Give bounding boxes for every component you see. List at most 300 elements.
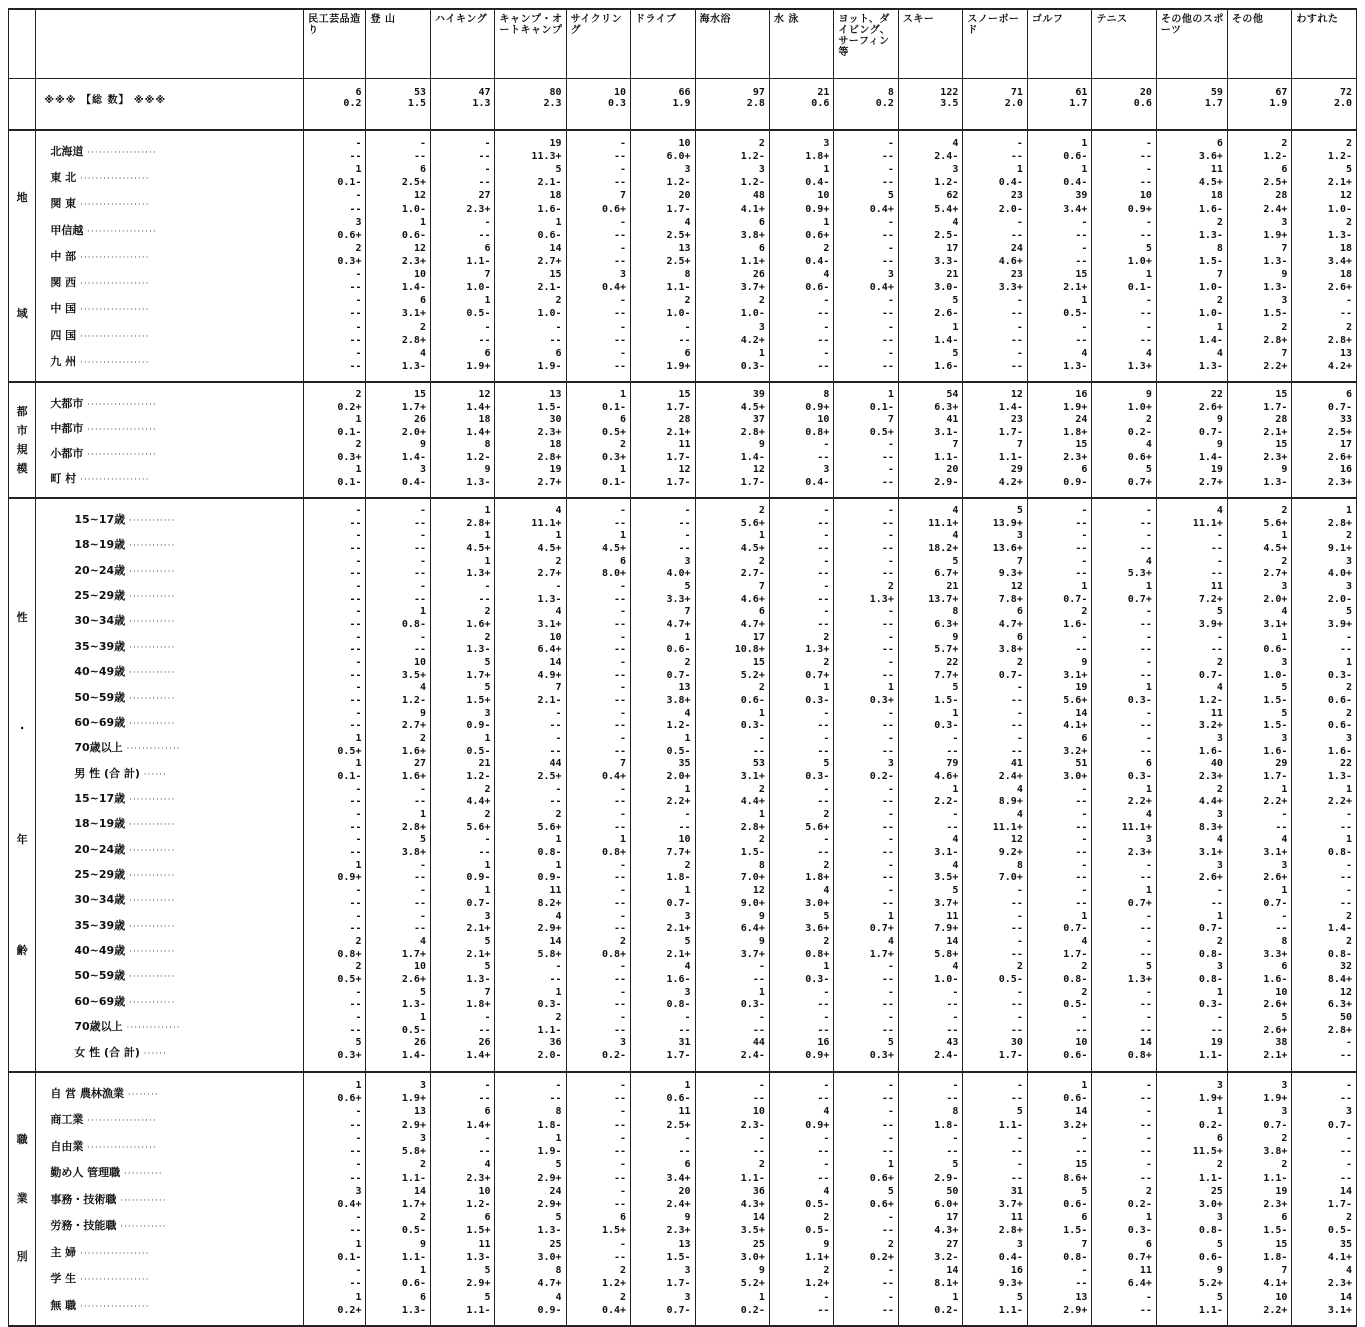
cell-percent: 0.5- <box>805 1198 830 1210</box>
cell-percent: 1.2+ <box>601 1278 627 1290</box>
cell-count: - <box>555 961 562 973</box>
cell-count: 9 <box>758 439 765 450</box>
cell-percent: 0.4+ <box>337 1198 362 1210</box>
cell-percent: -- <box>1075 1146 1088 1158</box>
cell-count: 30 <box>1010 1037 1023 1049</box>
total-percent: 0.2 <box>343 98 362 109</box>
cell-count: 1 <box>684 885 691 897</box>
cell-count: 5 <box>1281 1011 1288 1023</box>
cell-count: 6 <box>1016 631 1023 643</box>
cell-percent: 0.3- <box>1127 1225 1152 1237</box>
statistics-table-sheet <box>8 8 1357 1315</box>
row-label-text: 自 営 農林漁業 <box>50 1087 124 1100</box>
cell-percent: 0.7- <box>466 897 491 909</box>
cell-count: - <box>823 733 830 745</box>
cell-count: 2 <box>419 1159 426 1171</box>
cell-count: - <box>1016 138 1023 149</box>
cell-count: 2 <box>620 1291 627 1303</box>
cell-percent: -- <box>946 999 959 1011</box>
cell-percent: 3.0- <box>934 282 959 294</box>
cell-count: - <box>355 809 362 821</box>
cell-percent: 0.9- <box>537 872 562 884</box>
leader-dots: ·················· <box>76 1275 150 1286</box>
cell-count: - <box>684 530 691 542</box>
cell-percent: -- <box>881 897 894 909</box>
cell-count: 8 <box>555 1265 562 1277</box>
cell-count: 2 <box>1216 295 1223 307</box>
cell-count: - <box>887 834 894 846</box>
cell-count: 1 <box>758 1291 765 1303</box>
cell-count: 3 <box>1216 1212 1223 1224</box>
cell-percent: 6.7+ <box>934 568 959 580</box>
cell-count: 10 <box>817 414 830 425</box>
cell-count: - <box>1016 1011 1023 1023</box>
cell-count: 15 <box>413 389 426 400</box>
cell-count: - <box>1145 631 1152 643</box>
data-cell <box>769 382 834 498</box>
cell-percent: -- <box>349 360 362 372</box>
cell-percent: 1.1- <box>666 282 691 294</box>
cell-count: - <box>620 809 627 821</box>
cell-count: - <box>1016 1132 1023 1144</box>
cell-percent: 1.7- <box>1327 1198 1352 1210</box>
cell-count: 1 <box>1145 682 1152 694</box>
cell-percent: -- <box>478 1146 491 1158</box>
cell-percent: 2.1+ <box>666 948 691 960</box>
category-char: ・ <box>16 722 28 736</box>
cell-count: 5 <box>952 347 959 359</box>
cell-percent: 1.1- <box>1198 1049 1223 1061</box>
row-label <box>36 1134 303 1160</box>
cell-percent: 0.2- <box>934 1304 959 1316</box>
cell-count: 1 <box>419 1011 426 1023</box>
cell-percent: 0.2- <box>740 1304 765 1316</box>
cell-count: - <box>484 581 491 593</box>
cell-count: 1 <box>952 783 959 795</box>
cell-percent: 1.4- <box>401 282 426 294</box>
cell-percent: 0.9+ <box>805 203 830 215</box>
leader-dots: ············ <box>125 845 176 856</box>
data-cell <box>366 130 431 382</box>
cell-percent: 1.3- <box>466 644 491 656</box>
cell-percent: 4.1+ <box>1063 720 1088 732</box>
cell-percent: 1.6- <box>1198 203 1223 215</box>
cell-percent: -- <box>1139 177 1152 189</box>
cell-percent: 11.1+ <box>928 517 959 529</box>
category-char: 齢 <box>16 943 28 957</box>
cell-count: - <box>887 505 894 516</box>
cell-count: - <box>1016 986 1023 998</box>
cell-count: 51 <box>1075 758 1088 770</box>
cell-percent: 0.8- <box>666 999 691 1011</box>
leader-dots: ·················· <box>76 279 150 290</box>
cell-percent: 2.4+ <box>1263 203 1288 215</box>
cell-percent: 2.3+ <box>1263 1198 1288 1210</box>
row-label-text: 35~39歳 <box>74 639 126 653</box>
cell-percent: 13.9+ <box>992 517 1023 529</box>
cell-percent: -- <box>613 923 627 935</box>
cell-percent: -- <box>881 255 894 267</box>
cell-count: - <box>952 809 959 821</box>
cell-percent: -- <box>413 796 426 808</box>
cell-percent: 1.1+ <box>805 1251 830 1263</box>
cell-percent: 0.5+ <box>601 426 627 438</box>
cell-count: 5 <box>555 1159 562 1171</box>
cell-percent: -- <box>549 745 562 757</box>
cell-percent: 7.7+ <box>934 669 959 681</box>
cell-percent: 0.1- <box>337 771 362 783</box>
column-header: サイクリング <box>566 9 631 79</box>
cell-count: - <box>419 910 426 922</box>
cell-count: - <box>952 733 959 745</box>
leader-dots: ············ <box>125 566 176 577</box>
cell-count: - <box>887 986 894 998</box>
data-cell <box>566 1072 631 1326</box>
cell-count: 1 <box>355 464 362 475</box>
total-percent: 1.5 <box>407 98 426 109</box>
total-label: ※※※ 【総 数】 ※※※ <box>36 79 304 131</box>
cell-count: 5 <box>952 555 959 567</box>
cell-percent: -- <box>613 796 627 808</box>
cell-percent: -- <box>1010 999 1023 1011</box>
cell-percent: -- <box>881 476 894 488</box>
cell-count: 2 <box>758 1159 765 1171</box>
cell-percent: 1.5+ <box>466 1225 491 1237</box>
cell-count: 4 <box>823 1185 830 1197</box>
cell-percent: -- <box>413 151 426 163</box>
cell-percent: 2.9- <box>934 1172 959 1184</box>
row-label-text: 学 生 <box>50 1272 77 1286</box>
cell-percent: 1.8- <box>537 1119 562 1131</box>
cell-count: - <box>684 505 691 516</box>
cell-percent: 1.3+ <box>869 593 894 605</box>
cell-count: 39 <box>752 389 765 400</box>
cell-count: 10 <box>1275 986 1288 998</box>
cell-percent: -- <box>946 1146 959 1158</box>
cell-percent: -- <box>1075 334 1088 346</box>
category-char: 職 <box>16 1133 28 1147</box>
cell-percent: 0.8- <box>1327 948 1352 960</box>
leader-dots: ·················· <box>76 357 150 368</box>
cell-count: 3 <box>758 164 765 176</box>
cell-count: 3 <box>355 1185 362 1197</box>
row-label <box>36 1240 303 1266</box>
cell-percent: 1.0- <box>934 973 959 985</box>
cell-count: 1 <box>484 885 491 897</box>
cell-count: 26 <box>413 1037 426 1049</box>
cell-percent: -- <box>613 229 627 241</box>
cell-count: 3 <box>1345 555 1352 567</box>
cell-percent: 3.7+ <box>740 282 765 294</box>
cell-count: - <box>684 1132 691 1144</box>
total-cell <box>1092 79 1157 131</box>
row-label <box>36 735 303 760</box>
data-cell <box>1092 382 1157 498</box>
cell-percent: -- <box>817 451 830 463</box>
cell-percent: 5.6+ <box>466 821 491 833</box>
cell-count: 4 <box>1081 935 1088 947</box>
leader-dots: ············ <box>125 668 176 679</box>
cell-count: 5 <box>419 834 426 846</box>
cell-count: 1 <box>684 1080 691 1091</box>
cell-percent: -- <box>413 897 426 909</box>
cell-count: 3 <box>887 269 894 281</box>
row-label-text: 町 村 <box>50 472 77 485</box>
cell-percent: -- <box>1075 897 1088 909</box>
leader-dots: ·················· <box>76 305 150 316</box>
cell-count: 2 <box>823 1265 830 1277</box>
cell-percent: 7.0+ <box>998 872 1023 884</box>
cell-percent: 0.3- <box>1127 771 1152 783</box>
cell-percent: 3.6+ <box>805 923 830 935</box>
cell-count: - <box>887 1011 894 1023</box>
cell-count: 6 <box>1345 389 1352 400</box>
data-cell <box>963 130 1028 382</box>
cell-percent: 1.1- <box>998 451 1023 463</box>
cell-percent: 6.3+ <box>934 401 959 413</box>
cell-count: 19 <box>1275 1185 1288 1197</box>
cell-percent: 1.8- <box>1263 1251 1288 1263</box>
cell-percent: -- <box>1339 308 1352 320</box>
cell-count: 43 <box>946 1037 959 1049</box>
cell-count: - <box>620 783 627 795</box>
cell-percent: 0.1- <box>601 401 627 413</box>
cell-count: 29 <box>1010 464 1023 475</box>
total-row <box>9 79 1357 131</box>
cell-percent: -- <box>881 720 894 732</box>
cell-percent: -- <box>1010 151 1023 163</box>
cell-count: - <box>887 1132 894 1144</box>
cell-count: - <box>823 834 830 846</box>
cell-count: 8 <box>952 1106 959 1118</box>
cell-count: 14 <box>946 1265 959 1277</box>
cell-percent: 1.2- <box>1198 695 1223 707</box>
cell-count: 33 <box>1339 414 1352 425</box>
cell-percent: 6.4+ <box>1127 1278 1152 1290</box>
cell-count: 2 <box>620 439 627 450</box>
cell-percent: -- <box>413 872 426 884</box>
cell-count: 3 <box>684 1291 691 1303</box>
cell-percent: -- <box>1339 1049 1352 1061</box>
data-cell <box>898 130 963 382</box>
total-cell <box>631 79 696 131</box>
cell-percent: 1.2- <box>466 451 491 463</box>
cell-percent: -- <box>1075 821 1088 833</box>
row-label <box>36 270 303 296</box>
cell-percent: 0.6+ <box>601 203 627 215</box>
cell-percent: 2.3- <box>740 1119 765 1131</box>
total-count: 20 <box>1139 87 1152 98</box>
cell-count: 3 <box>484 910 491 922</box>
cell-count: - <box>355 606 362 618</box>
cell-count: 18 <box>549 439 562 450</box>
cell-count: 1 <box>1081 1080 1088 1091</box>
cell-percent: 2.6+ <box>1327 282 1352 294</box>
cell-count: - <box>1081 242 1088 254</box>
cell-percent: 0.8+ <box>805 426 830 438</box>
cell-count: 10 <box>413 961 426 973</box>
cell-count: 11 <box>678 1106 691 1118</box>
cell-percent: -- <box>881 1304 894 1316</box>
leader-dots: ············ <box>125 794 176 805</box>
column-header: 登 山 <box>366 9 431 79</box>
cell-count: 9 <box>419 439 426 450</box>
cell-percent: 4.5+ <box>1198 177 1223 189</box>
cell-count: 2 <box>355 389 362 400</box>
cell-percent: 1.8- <box>934 1119 959 1131</box>
cell-percent: 1.9- <box>537 1146 562 1158</box>
cell-count: 2 <box>620 1265 627 1277</box>
cell-percent: 3.3+ <box>1263 948 1288 960</box>
cell-percent: -- <box>1075 543 1088 555</box>
cell-count: - <box>1081 631 1088 643</box>
cell-count: - <box>887 555 894 567</box>
cell-percent: -- <box>817 360 830 372</box>
cell-count: 8 <box>823 389 830 400</box>
cell-percent: -- <box>413 543 426 555</box>
cell-percent: 9.1+ <box>1327 543 1352 555</box>
cell-count: 18 <box>549 190 562 202</box>
row-label <box>36 963 303 988</box>
cell-percent: 11.1+ <box>531 517 562 529</box>
cell-percent: 2.1+ <box>466 923 491 935</box>
cell-count: - <box>1145 1011 1152 1023</box>
cell-percent: 1.3- <box>1263 282 1288 294</box>
cell-percent: 0.2+ <box>337 1304 362 1316</box>
cell-count: 7 <box>1016 555 1023 567</box>
cell-count: 3 <box>419 1132 426 1144</box>
cell-count: 2 <box>823 935 830 947</box>
cell-percent: 1.6- <box>666 973 691 985</box>
cell-percent: 1.7+ <box>466 669 491 681</box>
cell-percent: 1.0- <box>401 203 426 215</box>
header-corner-label <box>36 9 304 79</box>
cell-count: 2 <box>758 505 765 516</box>
cell-count: 2 <box>823 631 830 643</box>
cell-percent: -- <box>881 1024 894 1036</box>
data-cell <box>430 130 495 382</box>
cell-count: 6 <box>758 606 765 618</box>
cell-percent: 4.5+ <box>537 543 562 555</box>
cell-percent: 1.0+ <box>1127 401 1152 413</box>
cell-percent: 0.4- <box>401 476 426 488</box>
data-cell <box>1227 1072 1292 1326</box>
cell-percent: 2.7+ <box>1263 568 1288 580</box>
cell-count: - <box>419 581 426 593</box>
cell-count: 11 <box>946 910 959 922</box>
cell-percent: 0.8- <box>401 619 426 631</box>
cell-count: 3 <box>684 555 691 567</box>
cell-count: - <box>1345 1080 1352 1091</box>
row-label <box>36 608 303 633</box>
cell-percent: 3.0+ <box>1198 1198 1223 1210</box>
total-cell <box>769 79 834 131</box>
cell-count: 14 <box>1339 1185 1352 1197</box>
cell-count: 2 <box>684 657 691 669</box>
cell-percent: 5.6+ <box>1063 695 1088 707</box>
total-cell <box>495 79 566 131</box>
row-label <box>36 1213 303 1239</box>
cell-count: 15 <box>1075 439 1088 450</box>
cell-percent: 0.7- <box>1063 923 1088 935</box>
cell-percent: 1.3- <box>1263 255 1288 267</box>
cell-count: 19 <box>1075 682 1088 694</box>
cell-percent: 0.4- <box>805 476 830 488</box>
cell-count: 50 <box>1339 1011 1352 1023</box>
cell-percent: -- <box>1139 1024 1152 1036</box>
header-row <box>9 9 1357 79</box>
cell-count: 2 <box>555 1011 562 1023</box>
cell-percent: 0.8+ <box>337 948 362 960</box>
cell-count: 13 <box>1339 347 1352 359</box>
cell-percent: 2.7+ <box>537 568 562 580</box>
cell-percent: -- <box>1339 1093 1352 1105</box>
cell-count: 15 <box>1075 1159 1088 1171</box>
cell-count: - <box>419 631 426 643</box>
cell-count: - <box>887 464 894 475</box>
cell-percent: 1.2+ <box>805 1278 830 1290</box>
cell-percent: -- <box>881 847 894 859</box>
column-header: ヨット、ダイビング、サーフィン等 <box>834 9 899 79</box>
cell-percent: 0.3+ <box>601 451 627 463</box>
cell-count: 1 <box>887 682 894 694</box>
cell-percent: -- <box>349 1119 362 1131</box>
cell-percent: 0.3+ <box>869 1049 894 1061</box>
cell-count: - <box>1081 885 1088 897</box>
cell-count: 12 <box>478 389 491 400</box>
cell-count: 1 <box>355 758 362 770</box>
cell-count: 5 <box>484 1265 491 1277</box>
cell-percent: 1.5- <box>1263 695 1288 707</box>
cell-percent: 5.2+ <box>1198 1278 1223 1290</box>
row-label-text: 70歳以上 <box>74 741 123 755</box>
data-cell <box>834 1072 899 1326</box>
cell-percent: 1.9+ <box>1198 1093 1223 1105</box>
cell-percent: -- <box>349 821 362 833</box>
cell-count: - <box>355 783 362 795</box>
cell-count: 5 <box>1216 606 1223 618</box>
cell-count: 5 <box>1216 1291 1223 1303</box>
cell-count: - <box>1081 809 1088 821</box>
cell-percent: 6.3+ <box>934 619 959 631</box>
leader-dots: ············ <box>125 516 176 526</box>
cell-count: 1 <box>484 530 491 542</box>
cell-percent: 4.2+ <box>1327 360 1352 372</box>
cell-count: 4 <box>1145 347 1152 359</box>
cell-count: 4 <box>555 606 562 618</box>
cell-count: 4 <box>952 216 959 228</box>
row-label <box>36 466 303 491</box>
cell-count: - <box>1081 834 1088 846</box>
row-label-text: 女 性 (合 計) <box>74 1045 140 1059</box>
data-cell <box>430 498 495 1072</box>
cell-count: - <box>823 1080 830 1091</box>
cell-count: 62 <box>946 190 959 202</box>
cell-count: 3 <box>758 321 765 333</box>
cell-count: 1 <box>1081 295 1088 307</box>
cell-count: 13 <box>678 242 691 254</box>
cell-count: - <box>1145 321 1152 333</box>
row-label-text: 勤め人 管理職 <box>50 1166 121 1180</box>
cell-count: 5 <box>1016 1291 1023 1303</box>
cell-percent: -- <box>1075 229 1088 241</box>
data-cell <box>495 130 566 382</box>
cell-count: 9 <box>1281 269 1288 281</box>
cell-count: 13 <box>549 389 562 400</box>
cell-count: - <box>355 682 362 694</box>
cell-percent: -- <box>1139 999 1152 1011</box>
cell-count: 3 <box>1216 961 1223 973</box>
